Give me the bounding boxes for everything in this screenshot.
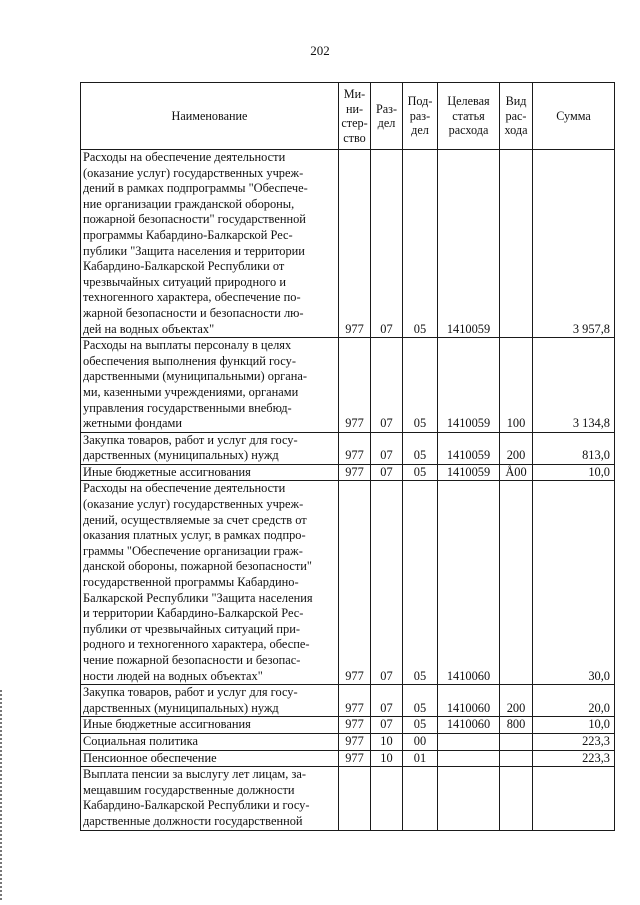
header-amount: Сумма <box>533 83 615 150</box>
cell-expense-type <box>500 733 533 750</box>
cell-subsection: 05 <box>403 338 438 433</box>
cell-expense-type: 200 <box>500 685 533 717</box>
cell-ministry: 977 <box>339 750 371 767</box>
header-ministry: Ми- ни- стер- ство <box>339 83 371 150</box>
cell-name: Социальная политика <box>81 733 339 750</box>
cell-amount: 3 134,8 <box>533 338 615 433</box>
cell-subsection: 05 <box>403 481 438 685</box>
cell-amount <box>533 767 615 830</box>
scan-margin-marks <box>0 690 7 900</box>
cell-expense-type: 200 <box>500 432 533 464</box>
cell-subsection: 05 <box>403 150 438 338</box>
cell-name: Расходы на выплаты персоналу в целях обеспечения выполнения функций госу- дарственными (муниципальными) органа- ми, казенными учреждениями, органами управления государственными внебюд- жетными фондами <box>81 338 339 433</box>
header-target-article: Целевая статья расхода <box>438 83 500 150</box>
cell-name: Расходы на обеспечение деятельности (оказание услуг) государственных учреж- дений в рамках подпрограммы "Обеспече- ние организации гражданской обороны, пожарной безопасности" государственной программы Кабардино-Балкарской Рес- публики "Защита населения и территории Кабардино-Балкарской Республики от чрезвычайных ситуаций природного и техногенного характера, обеспечение по- жарной безопасности и безопасности лю- дей на водных объектах" <box>81 150 339 338</box>
page-number: 202 <box>310 43 330 58</box>
cell-name: Расходы на обеспечение деятельности (оказание услуг) государственных учреж- дений, осуществляемые за счет средств от оказания платных услуг, в рамках подпро- граммы "Обеспечение организации граж- данской обороны, пожарной безопасности" государственной программы Кабардино- Балкарской Республики "Защита населения и территории Кабардино-Балкарской Рес- публики от чрезвычайных ситуаций при- родного и техногенного характера, обеспе- чение пожарной безопасности и безопас- ности людей на водных объектах" <box>81 481 339 685</box>
cell-expense-type: 800 <box>500 717 533 734</box>
cell-subsection: 05 <box>403 685 438 717</box>
cell-section: 07 <box>371 150 403 338</box>
cell-ministry: 977 <box>339 432 371 464</box>
cell-section: 07 <box>371 338 403 433</box>
cell-ministry: 977 <box>339 150 371 338</box>
cell-section: 07 <box>371 464 403 481</box>
cell-expense-type <box>500 767 533 830</box>
table-row <box>81 464 615 481</box>
cell-ministry: 977 <box>339 481 371 685</box>
cell-amount: 3 957,8 <box>533 150 615 338</box>
cell-target-article <box>438 767 500 830</box>
budget-table <box>80 82 615 831</box>
cell-name: Иные бюджетные ассигнования <box>81 464 339 481</box>
table-row <box>81 481 615 685</box>
table-row <box>81 685 615 717</box>
table-header-row <box>81 83 615 150</box>
cell-name: Пенсионное обеспечение <box>81 750 339 767</box>
header-subsection: Под- раз- дел <box>403 83 438 150</box>
cell-subsection: 05 <box>403 432 438 464</box>
table-row <box>81 338 615 433</box>
cell-expense-type <box>500 150 533 338</box>
cell-subsection: 01 <box>403 750 438 767</box>
cell-amount: 10,0 <box>533 717 615 734</box>
cell-target-article: 1410060 <box>438 717 500 734</box>
cell-section: 10 <box>371 733 403 750</box>
table-row <box>81 767 615 830</box>
cell-section: 07 <box>371 717 403 734</box>
cell-ministry: 977 <box>339 717 371 734</box>
cell-ministry <box>339 767 371 830</box>
cell-ministry: 977 <box>339 338 371 433</box>
cell-subsection: 05 <box>403 717 438 734</box>
cell-section: 07 <box>371 432 403 464</box>
cell-amount: 813,0 <box>533 432 615 464</box>
header-expense-type: Вид рас- хода <box>500 83 533 150</box>
cell-target-article: 1410059 <box>438 432 500 464</box>
cell-subsection: 05 <box>403 464 438 481</box>
cell-section: 10 <box>371 750 403 767</box>
cell-target-article: 1410059 <box>438 464 500 481</box>
cell-section <box>371 767 403 830</box>
cell-target-article <box>438 750 500 767</box>
cell-name: Выплата пенсии за выслугу лет лицам, за- мещавшим государственные должности Кабардино-Балкарской Республики и госу- дарственные должности государственной <box>81 767 339 830</box>
cell-name: Закупка товаров, работ и услуг для госу- дарственных (муниципальных) нужд <box>81 432 339 464</box>
cell-target-article: 1410059 <box>438 150 500 338</box>
header-section: Раз- дел <box>371 83 403 150</box>
cell-expense-type <box>500 750 533 767</box>
cell-subsection <box>403 767 438 830</box>
header-name: Наименование <box>81 83 339 150</box>
cell-target-article: 1410059 <box>438 338 500 433</box>
table-row <box>81 432 615 464</box>
cell-target-article: 1410060 <box>438 685 500 717</box>
cell-expense-type: 100 <box>500 338 533 433</box>
cell-name: Иные бюджетные ассигнования <box>81 717 339 734</box>
table-row <box>81 750 615 767</box>
table-row <box>81 733 615 750</box>
cell-amount: 30,0 <box>533 481 615 685</box>
cell-expense-type <box>500 481 533 685</box>
cell-ministry: 977 <box>339 685 371 717</box>
table-row <box>81 717 615 734</box>
cell-name: Закупка товаров, работ и услуг для госу- дарственных (муниципальных) нужд <box>81 685 339 717</box>
cell-section: 07 <box>371 481 403 685</box>
cell-subsection: 00 <box>403 733 438 750</box>
cell-amount: 223,3 <box>533 733 615 750</box>
cell-amount: 10,0 <box>533 464 615 481</box>
table-row <box>81 150 615 338</box>
cell-ministry: 977 <box>339 464 371 481</box>
cell-section: 07 <box>371 685 403 717</box>
cell-expense-type: Å00 <box>500 464 533 481</box>
cell-amount: 20,0 <box>533 685 615 717</box>
cell-amount: 223,3 <box>533 750 615 767</box>
cell-target-article: 1410060 <box>438 481 500 685</box>
cell-target-article <box>438 733 500 750</box>
cell-ministry: 977 <box>339 733 371 750</box>
